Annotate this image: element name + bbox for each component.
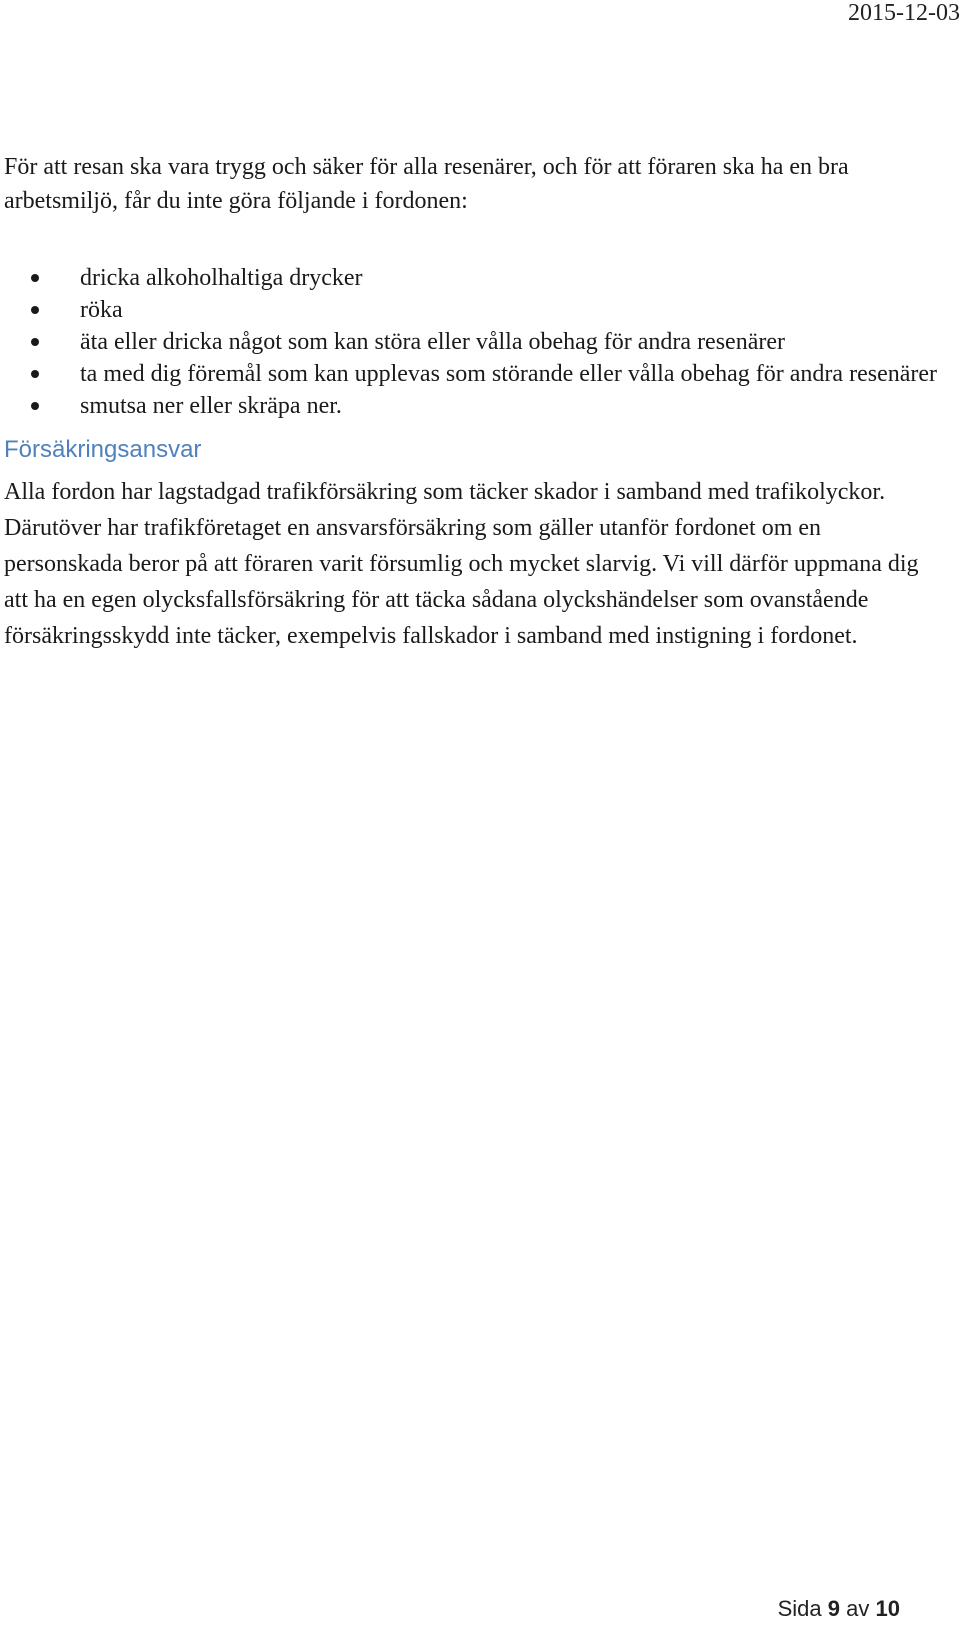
list-item <box>80 326 944 358</box>
list-item <box>80 262 944 294</box>
page-separator: av <box>846 1596 870 1621</box>
list-item-text: röka <box>80 297 123 323</box>
bullet-icon <box>31 338 39 346</box>
intro-paragraph: För att resan ska vara trygg och säker för alla resenärer, och för att föraren ska ha en bra arbetsmiljö, får du inte göra följande i fordonen: <box>4 154 849 214</box>
page-footer <box>778 1596 900 1622</box>
list-item <box>80 294 944 326</box>
list-item-text: äta eller dricka något som kan störa eller vålla obehag för andra resenärer <box>80 329 785 355</box>
page-label: Sida <box>777 1596 822 1621</box>
list-item-text: dricka alkoholhaltiga drycker <box>80 265 363 291</box>
page-content <box>4 150 944 654</box>
list-item <box>80 390 944 422</box>
bullet-icon <box>31 370 39 378</box>
bullet-icon <box>31 402 39 410</box>
bullet-icon <box>31 274 39 282</box>
list-item-text: ta med dig föremål som kan upplevas som störande eller vålla obehag för andra resenärer <box>80 361 938 387</box>
list-item <box>80 358 944 390</box>
section-heading: Försäkringsansvar <box>4 436 202 463</box>
document-date: 2015-12-03 <box>848 0 960 26</box>
section-body: Alla fordon har lagstadgad trafikförsäkring som täcker skador i samband med trafikolyckor. Därutöver har trafikföretaget en ansvarsförsäkring som gäller utanför fordonet om en personskada beror på att föraren varit försumlig och mycket slarvig. Vi vill därför uppmana dig att ha en egen olycksfallsförsäkring för att täcka sådana olyckshändelser som ovanstående försäkringsskydd inte täcker, exempelvis fallskador i samband med instigning i fordonet. <box>4 479 919 649</box>
rules-list <box>4 262 944 422</box>
bullet-icon <box>31 306 39 314</box>
page-total: 10 <box>875 1596 900 1621</box>
page-number: 9 <box>827 1596 841 1621</box>
list-item-text: smutsa ner eller skräpa ner. <box>80 393 342 419</box>
